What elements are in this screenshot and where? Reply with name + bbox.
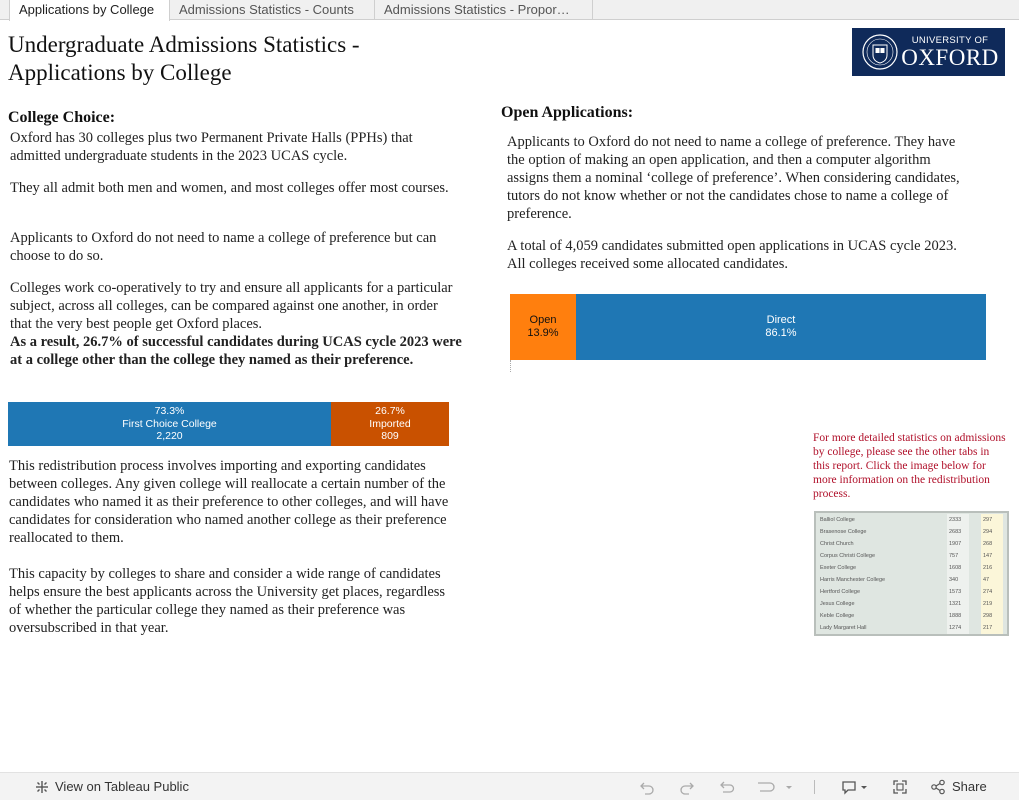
open-vs-direct-chart — [510, 294, 986, 360]
redo-icon[interactable] — [679, 779, 695, 795]
thumbnail-value: 1274 — [947, 622, 969, 634]
thumbnail-value: 1888 — [947, 610, 969, 622]
thumbnail-value: 47 — [981, 574, 1003, 586]
refresh-dropdown-icon[interactable] — [784, 779, 794, 795]
page-title: Undergraduate Admissions Statistics - Applications by College — [8, 32, 360, 85]
direct-category-label: Direct — [766, 314, 796, 326]
first-choice-vs-imported-chart — [8, 402, 449, 446]
share-button[interactable]: Share — [952, 779, 987, 794]
thumbnail-college-name: Balliol College — [820, 517, 855, 523]
thumbnail-row — [818, 598, 1005, 610]
thumbnail-college-name: Brasenose College — [820, 529, 867, 535]
axis-divider — [510, 360, 511, 372]
thumbnail-value: 757 — [947, 550, 969, 562]
thumbnail-college-name: Corpus Christi College — [820, 553, 876, 559]
thumbnail-value: 147 — [981, 550, 1003, 562]
thumbnail-value: 216 — [981, 562, 1003, 574]
thumbnail-value: 1608 — [947, 562, 969, 574]
revert-icon[interactable] — [719, 779, 735, 795]
imported-percent-label: 26.7% — [375, 405, 405, 417]
college-choice-paragraph-6: This capacity by colleges to share and consider a wide range of candidates helps ensure the best applicants across the University get places, regardless of whether the particular college they named as their preference was oversubscribed in that year. — [9, 566, 446, 636]
imported-category-label: Imported — [369, 417, 411, 430]
college-choice-heading: College Choice: — [8, 109, 116, 126]
college-choice-paragraph-4: Colleges work co-operatively to try and ensure all applicants for a particular subject, across all colleges, can be compared against one another, in order that the very best people get Oxford places. — [10, 280, 453, 332]
direct-percent-label: 86.1% — [765, 327, 797, 339]
open-category-label: Open — [529, 314, 557, 326]
bar-segment-first-choice[interactable] — [8, 402, 331, 446]
tableau-logo-icon — [34, 779, 50, 795]
bar-segment-open[interactable] — [510, 294, 576, 360]
share-icon[interactable] — [930, 779, 946, 795]
first-choice-percent-label: 73.3% — [154, 405, 185, 417]
thumbnail-college-name: Christ Church — [820, 541, 854, 547]
open-applications-paragraph-2: A total of 4,059 candidates submitted open applications in UCAS cycle 2023. All colleges received some allocated candidates. — [507, 238, 957, 272]
thumbnail-college-name: Jesus College — [820, 601, 855, 607]
thumbnail-row — [818, 586, 1005, 598]
thumbnail-value: 1321 — [947, 598, 969, 610]
open-applications-heading: Open Applications: — [501, 104, 634, 121]
tab-admissions-statistics-proportions[interactable]: Admissions Statistics - Propor… — [375, 0, 593, 20]
open-percent-label: 13.9% — [527, 327, 559, 339]
thumbnail-value: 297 — [981, 514, 1003, 526]
thumbnail-row — [818, 550, 1005, 562]
undo-icon[interactable] — [639, 779, 655, 795]
thumbnail-college-name: Keble College — [820, 613, 855, 619]
thumbnail-value: 268 — [981, 538, 1003, 550]
view-on-tableau-public-link[interactable]: View on Tableau Public — [55, 779, 189, 794]
thumbnail-value: 1907 — [947, 538, 969, 550]
logo-university-of: UNIVERSITY OF — [911, 35, 989, 46]
thumbnail-college-name: Lady Margaret Hall — [820, 625, 867, 631]
college-choice-highlight: As a result, 26.7% of successful candidates during UCAS cycle 2023 were at a college other than the college they named as their preference. — [10, 334, 462, 368]
refresh-icon[interactable] — [755, 779, 775, 795]
first-choice-category-label: First Choice College — [122, 417, 217, 430]
thumbnail-row — [818, 610, 1005, 622]
comment-icon[interactable] — [841, 779, 857, 795]
thumbnail-value: 274 — [981, 586, 1003, 598]
thumbnail-college-name: Harris Manchester College — [820, 577, 886, 583]
oxford-crest-icon — [860, 32, 900, 72]
college-choice-paragraph-3: Applicants to Oxford do not need to name a college of preference but can choose to do so. — [10, 230, 437, 264]
bar-segment-direct[interactable] — [576, 294, 986, 360]
college-choice-paragraph-1: Oxford has 30 colleges plus two Permanent Private Halls (PPHs) that admitted undergraduate students in the 2023 UCAS cycle. — [10, 130, 413, 164]
college-choice-paragraph-2: They all admit both men and women, and most colleges offer most courses. — [10, 180, 449, 196]
thumbnail-value: 1573 — [947, 586, 969, 598]
fullscreen-icon[interactable] — [892, 779, 908, 795]
bottom-toolbar — [0, 772, 1019, 800]
open-applications-paragraph-1: Applicants to Oxford do not need to name a college of preference. They have the option of making an open application, and then a computer algorithm assigns them a nominal ‘college of preference’. When considering candidates, tutors do not know whether or not the candidates chose to name a college of preference. — [507, 134, 960, 222]
comment-dropdown-icon[interactable] — [859, 779, 869, 795]
tab-bar — [0, 0, 1019, 20]
thumbnail-row — [818, 562, 1005, 574]
thumbnail-row — [818, 514, 1005, 526]
thumbnail-value: 298 — [981, 610, 1003, 622]
tab-admissions-statistics-counts[interactable]: Admissions Statistics - Counts — [170, 0, 375, 20]
thumbnail-college-name: Exeter College — [820, 565, 857, 571]
thumbnail-value: 340 — [947, 574, 969, 586]
detailed-statistics-note: For more detailed statistics on admissions by college, please see the other tabs in this report. Click the image below for more information on the redistribution process. — [813, 432, 1006, 500]
thumbnail-row — [818, 538, 1005, 550]
toolbar-separator — [814, 780, 815, 794]
thumbnail-value: 294 — [981, 526, 1003, 538]
thumbnail-value: 2683 — [947, 526, 969, 538]
tab-applications-by-college[interactable]: Applications by College — [9, 0, 170, 21]
redistribution-table-thumbnail[interactable] — [814, 511, 1009, 636]
thumbnail-row — [818, 622, 1005, 634]
oxford-logo[interactable] — [852, 28, 1005, 76]
thumbnail-value: 219 — [981, 598, 1003, 610]
thumbnail-row — [818, 574, 1005, 586]
thumbnail-college-name: Hertford College — [820, 589, 861, 595]
college-choice-paragraph-5: This redistribution process involves importing and exporting candidates between colleges. Any given college will reallocate a certain number of the candidates who named it as their preference to other colleges, and will have candidates for consideration who named another college as their preference reallocated to them. — [9, 458, 449, 546]
first-choice-count-label: 2,220 — [156, 430, 183, 442]
logo-oxford: OXFORD — [901, 45, 999, 70]
bar-segment-imported[interactable] — [331, 402, 449, 446]
imported-count-label: 809 — [381, 430, 399, 442]
thumbnail-value: 217 — [981, 622, 1003, 634]
thumbnail-value: 2333 — [947, 514, 969, 526]
thumbnail-row — [818, 526, 1005, 538]
